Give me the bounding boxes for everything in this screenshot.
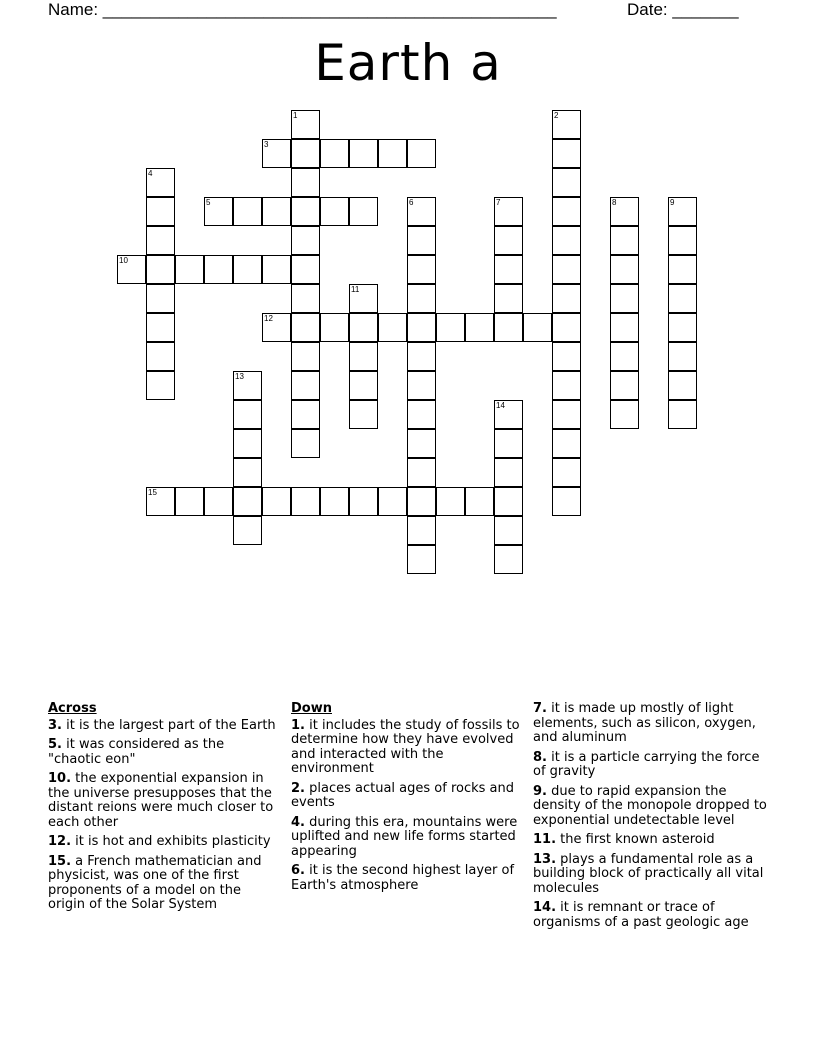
grid-cell[interactable] [175, 255, 204, 284]
grid-cell[interactable] [610, 400, 639, 429]
clue-number-label: 4 [148, 169, 153, 178]
grid-cell[interactable] [552, 284, 581, 313]
grid-cell[interactable] [407, 371, 436, 400]
grid-cell[interactable] [407, 429, 436, 458]
grid-cell[interactable] [552, 487, 581, 516]
grid-cell[interactable] [349, 400, 378, 429]
clue-text: places actual ages of rocks and events [291, 780, 514, 810]
grid-cell[interactable] [494, 429, 523, 458]
clue-number: 1. [291, 717, 305, 733]
clue-number-label: 5 [206, 198, 211, 207]
grid-cell[interactable] [552, 197, 581, 226]
clue-number-label: 13 [235, 372, 244, 381]
clue-item [533, 901, 769, 930]
grid-cell[interactable] [610, 197, 639, 226]
grid-cell[interactable] [610, 342, 639, 371]
grid-cell[interactable] [552, 400, 581, 429]
grid-cell[interactable] [291, 197, 320, 226]
clue-number: 5. [48, 737, 62, 752]
grid-cell[interactable] [668, 197, 697, 226]
grid-cell[interactable] [204, 487, 233, 516]
grid-cell[interactable] [465, 313, 494, 342]
clue-number-label: 3 [264, 140, 269, 149]
grid-cell[interactable] [146, 168, 175, 197]
grid-cell[interactable] [552, 255, 581, 284]
clue-number: 3. [48, 717, 62, 733]
clue-number-label: 12 [264, 314, 273, 323]
grid-cell[interactable] [378, 487, 407, 516]
clue-number: 9. [533, 783, 547, 799]
grid-cell[interactable] [407, 226, 436, 255]
grid-cell[interactable] [320, 487, 349, 516]
clue-number: 10. [48, 771, 72, 786]
clue-item [291, 782, 523, 811]
grid-cell[interactable] [146, 255, 175, 284]
grid-cell[interactable] [523, 313, 552, 342]
grid-cell[interactable] [233, 429, 262, 458]
grid-cell[interactable] [291, 284, 320, 313]
clue-item [291, 719, 523, 777]
grid-cell[interactable] [407, 458, 436, 487]
grid-cell[interactable] [262, 197, 291, 226]
clue-item [291, 864, 523, 893]
clue-text: due to rapid expansion the density of the monopole dropped to exponential undetectable level [533, 783, 767, 828]
clue-text: it is the second highest layer of Earth's atmosphere [291, 863, 515, 893]
clue-item [533, 702, 769, 746]
clue-text: during this era, mountains were uplifted and new life forms started appearing [291, 814, 518, 859]
grid-cell[interactable] [407, 284, 436, 313]
grid-cell[interactable] [610, 313, 639, 342]
clue-number-label: 7 [496, 198, 501, 207]
grid-cell[interactable] [552, 139, 581, 168]
grid-cell[interactable] [407, 400, 436, 429]
grid-cell[interactable] [262, 313, 291, 342]
grid-cell[interactable] [436, 487, 465, 516]
grid-cell[interactable] [610, 226, 639, 255]
clue-item [533, 833, 769, 848]
down-clues-column-2 [533, 702, 769, 935]
clue-number-label: 15 [148, 488, 157, 497]
grid-cell[interactable] [233, 371, 262, 400]
grid-cell[interactable] [668, 342, 697, 371]
clue-text: it is made up mostly of light elements, such as silicon, oxygen, and aluminum [533, 701, 756, 745]
grid-cell[interactable] [465, 487, 494, 516]
clue-number: 15. [48, 853, 72, 869]
grid-cell[interactable] [494, 545, 523, 574]
grid-cell[interactable] [291, 400, 320, 429]
grid-cell[interactable] [262, 255, 291, 284]
grid-cell[interactable] [407, 197, 436, 226]
clue-text: it is hot and exhibits plasticity [71, 834, 271, 849]
grid-cell[interactable] [668, 284, 697, 313]
grid-cell[interactable] [146, 313, 175, 342]
grid-cell[interactable] [349, 313, 378, 342]
clue-number-label: 14 [496, 401, 505, 410]
grid-cell[interactable] [378, 313, 407, 342]
grid-cell[interactable] [233, 197, 262, 226]
grid-cell[interactable] [175, 487, 204, 516]
across-clue-list [48, 719, 276, 913]
grid-cell[interactable] [494, 400, 523, 429]
grid-cell[interactable] [552, 429, 581, 458]
grid-cell[interactable] [233, 458, 262, 487]
down-clue-list-continued [533, 702, 769, 930]
clue-text: it is a particle carrying the force of gravity [533, 749, 760, 779]
grid-cell[interactable] [552, 342, 581, 371]
grid-cell[interactable] [146, 284, 175, 313]
grid-cell[interactable] [668, 313, 697, 342]
clue-item [533, 853, 769, 897]
grid-cell[interactable] [407, 487, 436, 516]
clue-item [48, 772, 276, 830]
grid-cell[interactable] [494, 226, 523, 255]
grid-cell[interactable] [291, 168, 320, 197]
grid-cell[interactable] [494, 197, 523, 226]
grid-cell[interactable] [552, 226, 581, 255]
clue-number: 2. [291, 780, 305, 796]
clue-item [533, 785, 769, 829]
clue-text: it is the largest part of the Earth [61, 717, 276, 733]
clue-item [48, 738, 276, 767]
grid-cell[interactable] [262, 139, 291, 168]
name-field-label: Name: ________________________________________________ [48, 0, 557, 19]
grid-cell[interactable] [610, 284, 639, 313]
grid-cell[interactable] [349, 139, 378, 168]
grid-cell[interactable] [146, 371, 175, 400]
down-clues-column-1 [291, 702, 523, 898]
down-clue-list [291, 719, 523, 894]
grid-cell[interactable] [291, 110, 320, 139]
clue-text: plays a fundamental role as a building block of practically all vital molecules [533, 851, 764, 896]
grid-cell[interactable] [146, 226, 175, 255]
grid-cell[interactable] [291, 139, 320, 168]
grid-cell[interactable] [668, 255, 697, 284]
grid-cell[interactable] [291, 342, 320, 371]
grid-cell[interactable] [668, 226, 697, 255]
grid-cell[interactable] [378, 139, 407, 168]
grid-cell[interactable] [494, 284, 523, 313]
clue-number: 8. [533, 749, 547, 765]
clue-item [48, 835, 276, 850]
clue-number-label: 10 [119, 256, 128, 265]
grid-cell[interactable] [552, 168, 581, 197]
clue-text: the first known asteroid [556, 832, 715, 847]
date-field-label: Date: _______ [627, 0, 739, 19]
grid-cell[interactable] [291, 255, 320, 284]
clue-number: 14. [533, 900, 557, 915]
grid-cell[interactable] [610, 371, 639, 400]
clue-item [48, 719, 276, 734]
grid-cell[interactable] [233, 255, 262, 284]
grid-cell[interactable] [233, 487, 262, 516]
grid-cell[interactable] [291, 429, 320, 458]
clue-text: it includes the study of fossils to determine how they have evolved and interacted with the environment [291, 717, 520, 776]
grid-cell[interactable] [146, 342, 175, 371]
grid-cell[interactable] [233, 400, 262, 429]
clue-number: 4. [291, 814, 305, 830]
clue-number-label: 11 [351, 285, 360, 294]
grid-cell[interactable] [552, 371, 581, 400]
grid-cell[interactable] [349, 197, 378, 226]
grid-cell[interactable] [117, 255, 146, 284]
grid-cell[interactable] [349, 371, 378, 400]
grid-cell[interactable] [349, 487, 378, 516]
clue-number-label: 1 [293, 111, 298, 120]
grid-cell[interactable] [552, 313, 581, 342]
clue-number-label: 8 [612, 198, 617, 207]
grid-cell[interactable] [668, 400, 697, 429]
grid-cell[interactable] [320, 313, 349, 342]
clue-item [48, 855, 276, 913]
grid-cell[interactable] [349, 284, 378, 313]
grid-cell[interactable] [407, 139, 436, 168]
across-heading: Across [48, 701, 97, 716]
grid-cell[interactable] [436, 313, 465, 342]
grid-cell[interactable] [552, 458, 581, 487]
grid-cell[interactable] [291, 313, 320, 342]
grid-cell[interactable] [494, 313, 523, 342]
grid-cell[interactable] [407, 255, 436, 284]
grid-cell[interactable] [494, 255, 523, 284]
grid-cell[interactable] [233, 516, 262, 545]
grid-cell[interactable] [552, 110, 581, 139]
clue-item [291, 816, 523, 860]
grid-cell[interactable] [494, 487, 523, 516]
clue-text: it is remnant or trace of organisms of a past geologic age [533, 900, 749, 930]
grid-cell[interactable] [320, 139, 349, 168]
grid-cell[interactable] [407, 545, 436, 574]
clue-text: a French mathematician and physicist, was one of the first proponents of a model on the origin of the Solar System [48, 853, 262, 912]
grid-cell[interactable] [146, 487, 175, 516]
grid-cell[interactable] [146, 197, 175, 226]
grid-cell[interactable] [610, 255, 639, 284]
clue-text: the exponential expansion in the universe presupposes that the distant reions were much closer to each other [48, 771, 274, 830]
clue-number: 13. [533, 851, 557, 867]
grid-cell[interactable] [349, 342, 378, 371]
grid-cell[interactable] [262, 487, 291, 516]
clue-number-label: 2 [554, 111, 559, 120]
grid-cell[interactable] [204, 255, 233, 284]
grid-cell[interactable] [291, 487, 320, 516]
grid-cell[interactable] [204, 197, 233, 226]
clue-number: 6. [291, 863, 305, 878]
clue-number-label: 6 [409, 198, 414, 207]
down-heading: Down [291, 701, 332, 716]
grid-cell[interactable] [668, 371, 697, 400]
across-clues-column [48, 702, 276, 918]
grid-cell[interactable] [320, 197, 349, 226]
grid-cell[interactable] [407, 313, 436, 342]
clue-text: it was considered as the "chaotic eon" [48, 737, 225, 767]
clue-number: 12. [48, 834, 72, 849]
grid-cell[interactable] [291, 371, 320, 400]
clue-item [533, 751, 769, 780]
grid-cell[interactable] [494, 458, 523, 487]
grid-cell[interactable] [291, 226, 320, 255]
grid-cell[interactable] [494, 516, 523, 545]
clue-number-label: 9 [670, 198, 675, 207]
grid-cell[interactable] [407, 516, 436, 545]
grid-cell[interactable] [407, 342, 436, 371]
puzzle-title: Earth a [314, 34, 502, 92]
clue-number: 7. [533, 701, 547, 716]
clue-number: 11. [533, 832, 557, 847]
